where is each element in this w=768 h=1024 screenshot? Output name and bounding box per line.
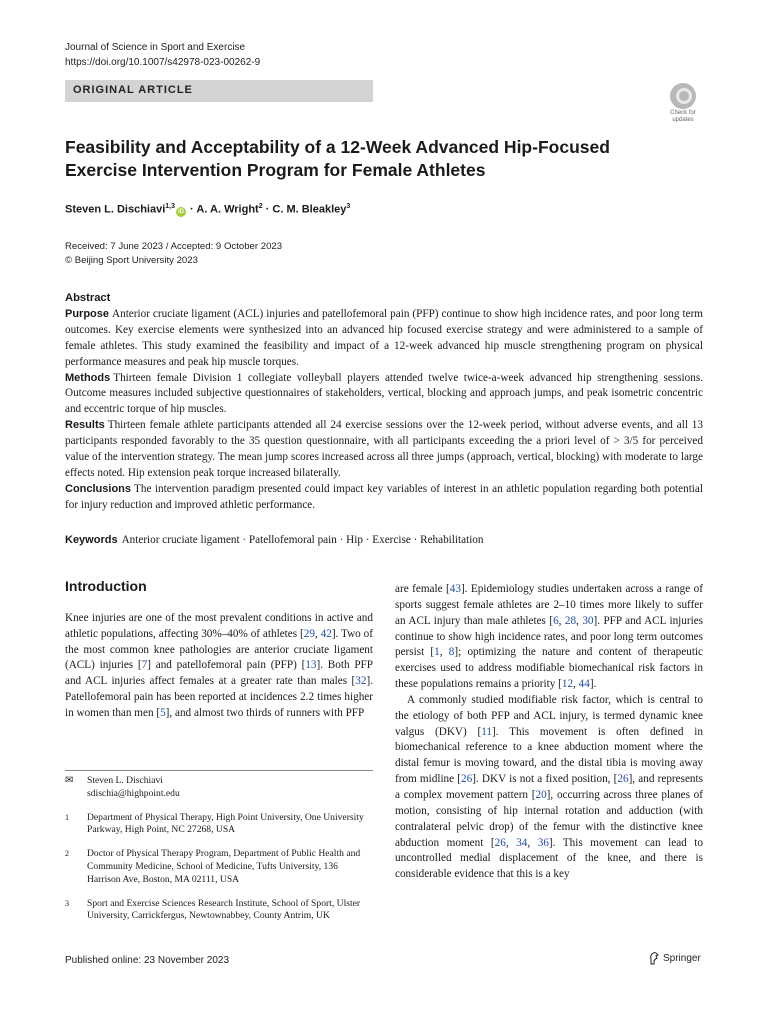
abstract: [65, 291, 703, 514]
corresponding-author: [65, 775, 373, 801]
citation-link[interactable]: 7: [141, 659, 148, 672]
intro-right-column: [395, 582, 703, 883]
intro-paragraph: [395, 582, 703, 693]
article-dates: [65, 240, 282, 267]
springer-logo[interactable]: [648, 952, 701, 965]
author-affil: 1,3: [165, 203, 175, 210]
body-text: ]; optimizing the nature and content of therapeutic exercises used to address modifiable biomechanical risk factors in these populations remains a priority [: [395, 646, 704, 691]
citation-link[interactable]: 26: [494, 836, 506, 849]
body-text: ,: [573, 678, 579, 691]
body-text: ]. PFP and ACL injuries continue to show high incidence rates, and poor long term outcomes persist [: [395, 614, 704, 659]
author-name[interactable]: A. A. Wright: [196, 203, 259, 216]
author-affil: 2: [258, 203, 263, 210]
intro-left-column: [65, 579, 373, 722]
orcid-icon[interactable]: iD: [178, 208, 184, 215]
body-text: ,: [527, 836, 538, 849]
body-text: ,: [439, 646, 449, 659]
copyright: © Beijing Sport University 2023: [65, 254, 198, 266]
affiliation: 1 Department of Physical Therapy, High Point University, One University Parkway, High Point, NC 27268, USA: [65, 811, 364, 836]
citation-link[interactable]: 5: [160, 706, 166, 719]
springer-horse-icon: [648, 952, 660, 965]
citation-link[interactable]: 34: [516, 836, 528, 849]
journal-header: [65, 40, 260, 70]
body-text: ], occurring across three planes of motion, consisting of hip internal rotation and adduction (with contralateral pelvic drop) of the femur with the distinctive knee abduction moment [: [395, 788, 703, 849]
article-title: Feasibility and Acceptability of a 12-Week Advanced Hip-Focused Exercise Intervention Program for Female Athletes: [65, 137, 610, 180]
citation-link[interactable]: 32: [355, 675, 367, 688]
intro-paragraph: [65, 611, 373, 722]
abstract-conclusions: Conclusions The intervention paradigm presented could impact key variables of interest in an athletic population regarding both potential for injury reduction and improved athletic performance.: [65, 482, 703, 511]
citation-link[interactable]: 13: [305, 659, 317, 672]
author-affil: 3: [346, 203, 351, 210]
abstract-methods: Methods Thirteen female Division 1 collegiate volleyball players attended twelve twice-a-week advanced hip strengthening sessions. Outcome measures included subjective questionnaires of stakeholders, vertical, blocking and approach jumps, and peak isometric concentric and eccentric torque of hip muscles.: [65, 371, 703, 416]
publisher-name: Springer: [663, 953, 701, 964]
body-text: are female [: [395, 583, 450, 595]
body-text: ]. This movement can lead to uncontrolled medial displacement of the knee, and there is considerable evidence that this is a key: [395, 836, 704, 881]
citation-link[interactable]: 28: [564, 614, 577, 627]
body-text: Knee injuries are one of the most prevalent conditions in active and athletic populations, affecting 30%–40% of athletes [: [65, 611, 373, 640]
body-text: ,: [314, 627, 321, 640]
keywords-list: Anterior cruciate ligament · Patellofemoral pain · Hip · Exercise · Rehabilitation: [121, 534, 484, 546]
author-separator: ·: [187, 203, 197, 216]
body-text: ]. DKV is not a fixed position, [: [472, 773, 618, 786]
keywords-label: Keywords: [65, 534, 118, 546]
body-text: ]. Epidemiology studies undertaken across a range of sports suggest female athletes are 2–10 times more likely to suffer an ACL injury than male athletes [: [395, 583, 703, 627]
corr-email[interactable]: sdischia@highpoint.edu: [87, 787, 180, 799]
citation-link[interactable]: 36: [537, 836, 549, 849]
citation-link[interactable]: 30: [582, 614, 594, 627]
corr-name: Steven L. Dischiavi: [87, 775, 163, 786]
check-for-updates-badge[interactable]: [664, 83, 702, 124]
intro-paragraph: [395, 693, 703, 883]
footnotes: [65, 770, 373, 934]
journal-name: Journal of Science in Sport and Exercise: [65, 42, 246, 53]
citation-link[interactable]: 42: [320, 627, 332, 640]
body-text: A commonly studied modifiable risk factor, which is central to the etiology of both PFP and ACL injury, is termed dynamic knee valgus (DKV) [: [395, 693, 703, 738]
intro-heading: Introduction: [65, 578, 147, 594]
section-banner: ORIGINAL ARTICLE: [65, 80, 373, 102]
keywords: [65, 534, 483, 546]
citation-link[interactable]: 20: [535, 788, 547, 801]
author-name[interactable]: C. M. Bleakley: [272, 203, 347, 216]
abstract-results: Results Thirteen female athlete participants attended all 24 exercise sessions over the 12-week period, without adverse events, and all 13 participants responded favorably to the 35 question questionnaire, with all participants exceeding the a priori level of > 3/5 for perceived value of the intervention strategy. The mean jump scores increased across all three jumps (approach, vertical, blocking) with moderate to large effects noted. Hip extension peak torque increased bilaterally.: [65, 419, 703, 479]
received-accepted: Received: 7 June 2023 / Accepted: 9 October 2023: [65, 241, 283, 252]
body-text: ] and patellofemoral pain (PFP) [: [147, 659, 306, 672]
citation-link[interactable]: 26: [461, 773, 473, 786]
body-text: ,: [576, 614, 583, 627]
author-name[interactable]: Steven L. Dischiavi: [65, 203, 166, 216]
abstract-heading: Abstract: [65, 292, 111, 304]
body-text: ].: [589, 678, 597, 691]
author-separator: ·: [262, 203, 273, 216]
body-text: ,: [505, 836, 517, 849]
check-updates-label: Check for updates: [670, 110, 696, 123]
affiliation: 2 Doctor of Physical Therapy Program, Department of Public Health and Community Medicine, School of Medicine, Tufts University, 136 Harrison Ave, Boston, MA 02111, USA: [65, 848, 361, 885]
published-date: Published online: 23 November 2023: [65, 955, 229, 966]
citation-link[interactable]: 1: [434, 646, 440, 659]
body-text: ]. Two of the most common knee pathologies are anterior cruciate ligament (ACL) injuries [: [65, 627, 373, 672]
body-text: ]. This movement is often defined in biomechanical reference to a knee abduction moment where the distal femur is moving toward, and the distal tibia is moving away from midline [: [395, 725, 704, 786]
body-text: ]. Both PFP and ACL injuries affect females at a greater rate than males [: [65, 659, 374, 688]
envelope-icon: ✉: [65, 775, 74, 786]
citation-link[interactable]: 44: [578, 678, 590, 691]
citation-link[interactable]: 11: [481, 725, 493, 738]
citation-link[interactable]: 12: [561, 678, 574, 691]
doi-link[interactable]: https://doi.org/10.1007/s42978-023-00262-9: [65, 57, 261, 68]
body-text: ], and represents a complex movement pattern [: [395, 773, 703, 801]
body-text: ]. Patellofemoral pain has been reported at incidences 2.2 times higher in women than men [: [65, 675, 373, 719]
citation-link[interactable]: 29: [303, 627, 315, 640]
abstract-purpose: Purpose Anterior cruciate ligament (ACL) injuries and patellofemoral pain (PFP) continue to show high incidence rates, and poor long term outcomes. Key exercise elements were synthesized into an advanced hip focused exercise strategy and were administered to a sample of female athletes. This study examined the feasibility and impact of a 12-week advanced hip muscle strengthening program on physical performance measures and peak hip muscle torques.: [65, 307, 703, 368]
body-text: ], and almost two thirds of runners with PFP: [165, 706, 365, 719]
citation-link[interactable]: 26: [617, 773, 629, 786]
check-updates-icon: [670, 83, 696, 109]
citation-link[interactable]: 6: [553, 614, 559, 627]
citation-link[interactable]: 43: [449, 583, 461, 595]
citation-link[interactable]: 8: [448, 646, 455, 659]
affiliation: 3 Sport and Exercise Sciences Research Institute, School of Sport, Ulster University, Carrickfergus, Newtownabbey, County Antrim, UK: [65, 897, 361, 922]
author-list: [65, 203, 350, 217]
body-text: ,: [558, 614, 565, 627]
